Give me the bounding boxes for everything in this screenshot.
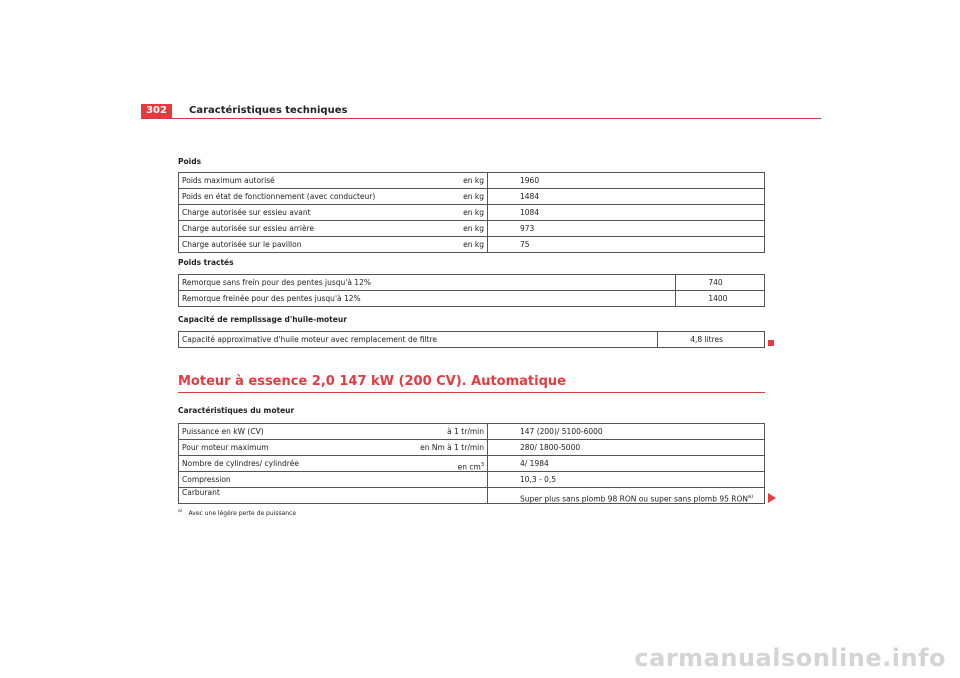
row-unit: en kg [405, 173, 488, 189]
table-row [179, 173, 765, 189]
row-label: Compression [179, 472, 406, 488]
table-row [179, 237, 765, 253]
row-unit: en Nm à 1 tr/min [405, 440, 488, 456]
footnote-marker: a) [178, 509, 183, 514]
row-label: Remorque sans frein pour des pentes jusqu'à 12% [179, 275, 676, 291]
table-row [179, 291, 765, 307]
row-value: 740 [676, 275, 765, 291]
row-value: 4,8 litres [658, 332, 765, 348]
unit-superscript: 3 [480, 461, 484, 468]
row-label: Charge autorisée sur essieu avant [179, 205, 406, 221]
row-label: Charge autorisée sur le pavillon [179, 237, 406, 253]
engine-heading: Moteur à essence 2,0 147 kW (200 CV). Automatique [178, 374, 566, 389]
row-value: 973 [488, 221, 765, 237]
row-label: Poids maximum autorisé [179, 173, 406, 189]
table-row [179, 189, 765, 205]
row-value: 4/ 1984 [488, 456, 765, 472]
watermark: carmanualsonline.info [634, 644, 946, 672]
row-unit: en kg [405, 237, 488, 253]
row-label: Pour moteur maximum [179, 440, 406, 456]
row-label: Nombre de cylindres/ cylindrée [179, 456, 406, 472]
row-value: 1400 [676, 291, 765, 307]
table-row [179, 488, 765, 504]
page-title: Caractéristiques techniques [189, 105, 348, 116]
row-value: 75 [488, 237, 765, 253]
row-unit [405, 456, 488, 472]
row-value [488, 488, 765, 504]
table-huile [178, 331, 765, 348]
row-label: Capacité approximative d'huile moteur avec remplacement de filtre [179, 332, 658, 348]
heading-rule [178, 392, 765, 393]
row-label: Poids en état de fonctionnement (avec conducteur) [179, 189, 406, 205]
table-row [179, 472, 765, 488]
row-label: Remorque freinée pour des pentes jusqu'à 12% [179, 291, 676, 307]
row-value: 1084 [488, 205, 765, 221]
row-label: Carburant [179, 488, 406, 504]
next-page-arrow-icon[interactable] [768, 493, 776, 503]
row-value: 1960 [488, 173, 765, 189]
table-moteur [178, 423, 765, 504]
table-row [179, 221, 765, 237]
row-unit [405, 488, 488, 504]
row-unit: en kg [405, 221, 488, 237]
footnote-text: Avec une légère perte de puissance [188, 510, 297, 517]
row-label: Charge autorisée sur essieu arrière [179, 221, 406, 237]
section-label-huile: Capacité de remplissage d'huile-moteur [178, 315, 347, 324]
table-poids [178, 172, 765, 253]
table-row [179, 332, 765, 348]
section-label-poids: Poids [178, 157, 202, 166]
value-superscript: a) [748, 493, 754, 500]
section-label-poids-tractes: Poids tractés [178, 258, 234, 267]
table-row [179, 205, 765, 221]
row-value: 147 (200)/ 5100-6000 [488, 424, 765, 440]
row-unit [405, 472, 488, 488]
row-value: 1484 [488, 189, 765, 205]
row-value: 10,3 - 0,5 [488, 472, 765, 488]
row-unit: en kg [405, 205, 488, 221]
row-unit: à 1 tr/min [405, 424, 488, 440]
table-row [179, 440, 765, 456]
row-label: Puissance en kW (CV) [179, 424, 406, 440]
unit-text: en cm [457, 462, 481, 471]
table-poids-tractes [178, 274, 765, 307]
table-row [179, 424, 765, 440]
footnote [178, 509, 296, 517]
table-row [179, 456, 765, 472]
section-label-moteur: Caractéristiques du moteur [178, 406, 295, 415]
value-text: Super plus sans plomb 98 RON ou super sans plomb 95 RON [520, 494, 749, 503]
section-end-square-icon [768, 340, 774, 346]
header-rule [141, 118, 821, 119]
page-number-badge: 302 [141, 104, 172, 118]
table-row [179, 275, 765, 291]
row-unit: en kg [405, 189, 488, 205]
row-value: 280/ 1800-5000 [488, 440, 765, 456]
